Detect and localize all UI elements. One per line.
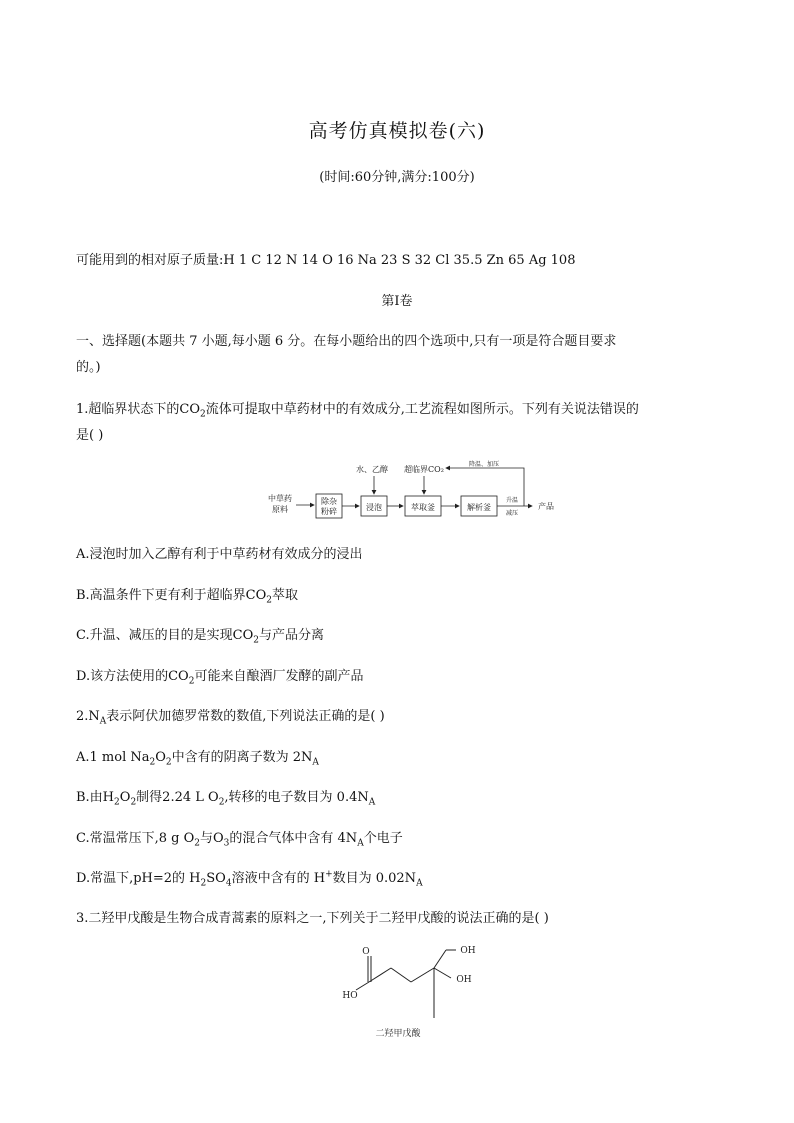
flow-product: 产品 xyxy=(538,502,554,511)
flow-loop-label: 降温、加压 xyxy=(468,461,500,468)
section-instruction-line1: 一、选择题(本题共 7 小题,每小题 6 分。在每小题给出的四个选项中,只有一项是符合题目要求 xyxy=(76,334,617,349)
page-title: 高考仿真模拟卷(六) xyxy=(308,120,486,142)
q3-stem: 3.二羟甲戊酸是生物合成青蒿素的原料之一,下列关于二羟甲戊酸的说法正确的是( ) xyxy=(76,911,549,926)
q1-option-b: B.高温条件下更有利于超临界$CO_2$萃取 xyxy=(76,588,299,606)
q2-stem: $2.N_A$表示阿伏加德罗常数的数值,下列说法正确的是( ) xyxy=(76,709,385,727)
mevalonic-acid-structure xyxy=(336,940,476,1040)
process-flow-diagram xyxy=(262,458,562,520)
q1-option-a: A.浸泡时加入乙醇有利于中草药材有效成分的浸出 xyxy=(76,547,363,562)
exam-time-info: (时间:60分钟,满分:100分) xyxy=(319,170,475,185)
flow-source-label-2: 原料 xyxy=(272,505,288,514)
svg-text:浸泡: 浸泡 xyxy=(366,503,382,512)
svg-text:除杂: 除杂 xyxy=(321,497,337,506)
ho-label: HO xyxy=(342,991,358,1001)
q2-option-d: D.常温下,pH=2的 $H_2SO_4$溶液中含有的 H+数目为 $0.02N_A$ xyxy=(76,869,423,889)
q1-stem-line2: 是( ) xyxy=(76,428,104,443)
flow-input-water: 水、乙醇 xyxy=(356,465,388,474)
flow-input-co2: 超临界CO₂ xyxy=(404,465,444,474)
flow-label-heat: 升温 xyxy=(505,497,519,504)
oh-top-label: OH xyxy=(460,946,476,956)
carbonyl-o: O xyxy=(362,947,370,957)
flow-label-depress: 减压 xyxy=(505,510,519,517)
structure-caption: 二羟甲戊酸 xyxy=(375,1029,421,1039)
svg-text:萃取釜: 萃取釜 xyxy=(411,503,435,512)
q2-option-a: A.1 mol $Na_2O_2$中含有的阴离子数为 $2N_A$ xyxy=(76,750,319,768)
svg-text:解析釜: 解析釜 xyxy=(467,503,491,512)
svg-text:粉碎: 粉碎 xyxy=(321,507,337,516)
q1-stem-line1: 1.超临界状态下的$CO_2$流体可提取中草药材中的有效成分,工艺流程如图所示。下列有关说法错误的 xyxy=(76,402,639,420)
flow-source-label: 中草药 xyxy=(268,494,292,503)
q1-option-c: C.升温、减压的目的是实现$CO_2$与产品分离 xyxy=(76,628,324,646)
atomic-masses: 可能用到的相对原子质量:H 1 C 12 N 14 O 16 Na 23 S 32 Cl 35.5 Zn 65 Ag 108 xyxy=(76,253,576,268)
volume-heading: 第Ⅰ卷 xyxy=(381,294,413,309)
oh-mid-label: OH xyxy=(456,975,472,985)
section-instruction-line2: 的。) xyxy=(76,360,101,375)
q1-option-d: D.该方法使用的$CO_2$可能来自酿酒厂发酵的副产品 xyxy=(76,669,364,687)
q2-option-c: C.常温常压下,8 g $O_2$与$O_3$的混合气体中含有 $4N_A$个电子 xyxy=(76,831,403,849)
q2-option-b: B.由$H_2O_2$制得2.24 L $O_2$,转移的电子数目为 $0.4N_A$ xyxy=(76,790,376,808)
